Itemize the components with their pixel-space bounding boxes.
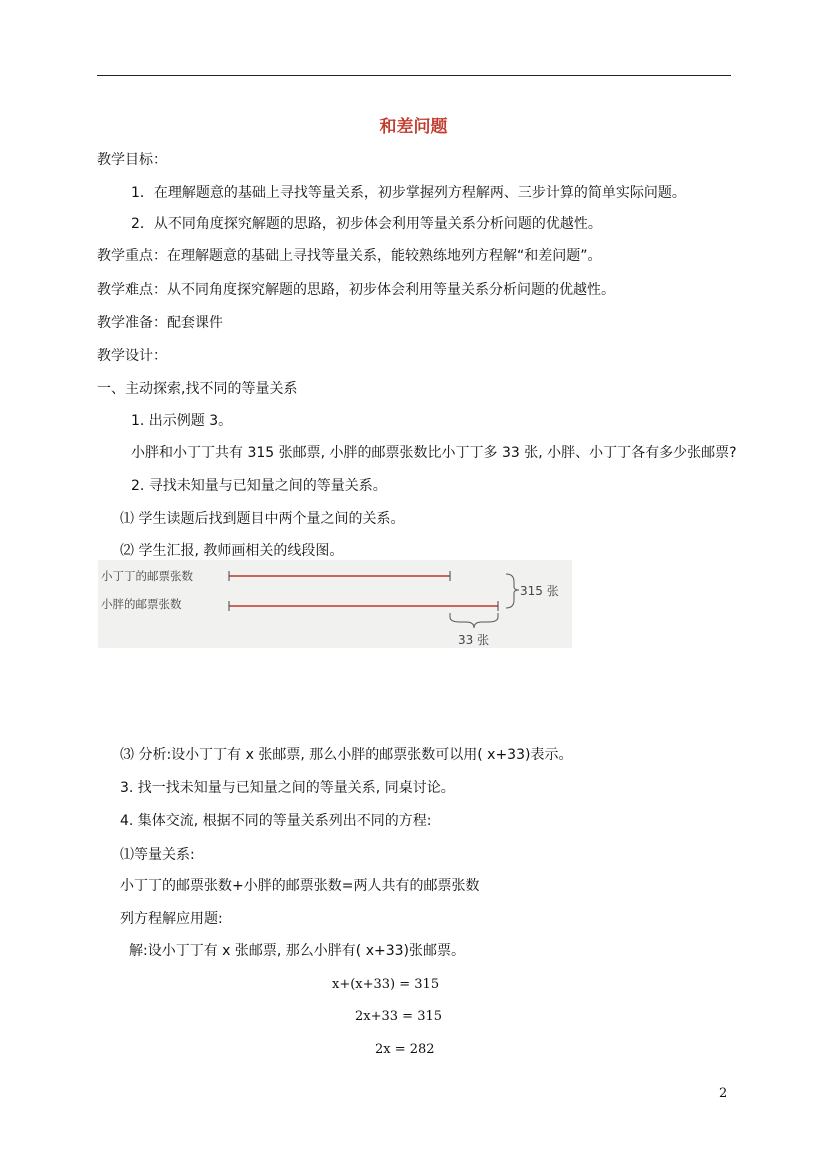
key-point: 教学重点：在理解题意的基础上寻找等量关系，能较熟练地列方程解“和差问题”。 [97,248,602,264]
substep-2: ⑵ 学生汇报, 教师画相关的线段图。 [120,543,344,559]
solve-heading: 列方程解应用题: [120,911,223,927]
substep-3: ⑶ 分析:设小丁丁有 x 张邮票, 那么小胖的邮票张数可以用( x+33)表示。 [120,747,573,763]
page-number: 2 [719,1086,728,1101]
diagram-label-xiaodingding: 小丁丁的邮票张数 [101,569,193,583]
design-heading: 教学设计： [97,348,167,364]
step-3: 3. 找一找未知量与已知量之间的等量关系, 同桌讨论。 [120,780,455,796]
problem-text: 小胖和小丁丁共有 315 张邮票, 小胖的邮票张数比小丁丁多 33 张, 小胖、小丁丁各有多少张邮票? [131,445,737,461]
equality-heading: ⑴等量关系: [120,847,195,863]
objective-1: 1．在理解题意的基础上寻找等量关系，初步掌握列方程解两、三步计算的简单实际问题。 [131,185,686,201]
step-2: 2. 寻找未知量与已知量之间的等量关系。 [131,478,387,494]
preparation: 教学准备：配套课件 [97,315,223,331]
section-heading-1: 一、主动探索,找不同的等量关系 [97,381,298,397]
objectives-heading: 教学目标： [97,152,167,168]
step-1: 1. 出示例题 3。 [131,413,233,429]
line-segment-diagram [98,560,572,648]
brace-difference [450,613,498,628]
total-label: 315 张 [520,584,559,598]
difficult-point: 教学难点：从不同角度探究解题的思路，初步体会利用等量关系分析问题的优越性。 [97,282,615,298]
page-title: 和差问题 [379,117,448,137]
objective-2: 2．从不同角度探究解题的思路，初步体会利用等量关系分析问题的优越性。 [131,216,602,232]
difference-label: 33 张 [458,633,490,647]
substep-1: ⑴ 学生读题后找到题目中两个量之间的关系。 [120,511,405,527]
brace-total [506,574,519,608]
step-4: 4. 集体交流, 根据不同的等量关系列出不同的方程: [120,813,432,829]
equation-3: 2x = 282 [375,1042,435,1057]
diagram-label-xiaopang: 小胖的邮票张数 [101,597,182,611]
header-rule [97,75,731,76]
solution-setup: 解:设小丁丁有 x 张邮票, 那么小胖有( x+33)张邮票。 [129,943,466,959]
equality-relation: 小丁丁的邮票张数+小胖的邮票张数=两人共有的邮票张数 [120,878,480,894]
equation-1: x+(x+33) = 315 [332,977,440,992]
equation-2: 2x+33 = 315 [355,1009,443,1024]
